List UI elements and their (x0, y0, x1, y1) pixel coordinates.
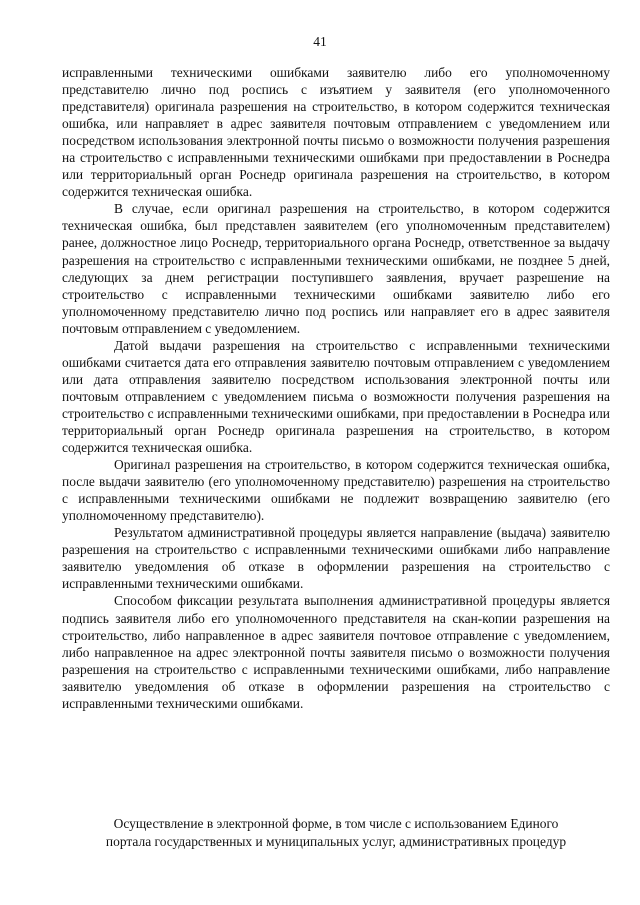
paragraph-6: Способом фиксации результата выполнения административной процедуры является подпись заявителя либо его уполномоченного представителя на скан-копии разрешения на строительство, либо направленное в адрес заявителя почтовое отправление с уведомлением, либо направленное на адрес электронной почты заявителя письмо о возможности получения разрешения на строительство с исправленными техническими ошибками, либо направление заявителю уведомления об отказе в оформлении разрешения на строительство с исправленными техническими ошибками. (62, 593, 610, 711)
section-heading (62, 815, 610, 851)
paragraph-1: исправленными техническими ошибками заявителю либо его уполномоченному представителю лично под роспись с изъятием у заявителя (его уполномоченного представителя) оригинала разрешения на строительство, в котором содержится техническая ошибка, или направляет в адрес заявителя почтовым отправлением с уведомлением или посредством использования электронной почты письмо о возможности получения разрешения на строительство с исправленными техническими ошибками при предоставлении в Роснедра или территориальный орган Роснедр оригинала разрешения на строительство, в котором содержится техническая ошибка. (62, 65, 610, 200)
paragraph-5: Результатом административной процедуры является направление (выдача) заявителю разрешения на строительство с исправленными техническими ошибками либо направление заявителю уведомления об отказе в оформлении разрешения на строительство с исправленными техническими ошибками. (62, 525, 610, 592)
paragraph-4: Оригинал разрешения на строительство, в котором содержится техническая ошибка, после выдачи заявителю (его уполномоченному представителю) разрешения на строительство с исправленными техническими ошибками не подлежит возвращению заявителю (его уполномоченному представителю). (62, 457, 610, 524)
section-heading-line-1: Осуществление в электронной форме, в том числе с использованием Единого (113, 816, 559, 831)
paragraph-2: В случае, если оригинал разрешения на строительство, в котором содержится техническая ошибка, был представлен заявителем (его уполномоченным представителем) ранее, должностное лицо Роснедр, территориального органа Роснедр, ответственное за выдачу разрешения на строительство с исправленными техническими ошибками, не позднее 5 дней, следующих за днем регистрации поступившего заявления, вручает разрешение на строительство с исправленными техническими ошибками заявителю либо его уполномоченному представителю лично под роспись или направляет его в адрес заявителя почтовым отправлением с уведомлением. (62, 201, 610, 336)
section-heading-line-2: портала государственных и муниципальных услуг, административных процедур (105, 834, 567, 849)
paragraph-3: Датой выдачи разрешения на строительство с исправленными техническими ошибками считается дата его отправления заявителю почтовым отправлением с уведомлением или дата отправления заявителю посредством использования электронной почты или почтовым отправлением с уведомлением письма о возможности получения разрешения на строительство с исправленными техническими ошибками, при предоставлении в Роснедра или территориальный орган Роснедр оригинала разрешения на строительство, в котором содержится техническая ошибка. (62, 337, 610, 456)
page-number: 41 (313, 34, 327, 49)
body-text (62, 64, 610, 712)
